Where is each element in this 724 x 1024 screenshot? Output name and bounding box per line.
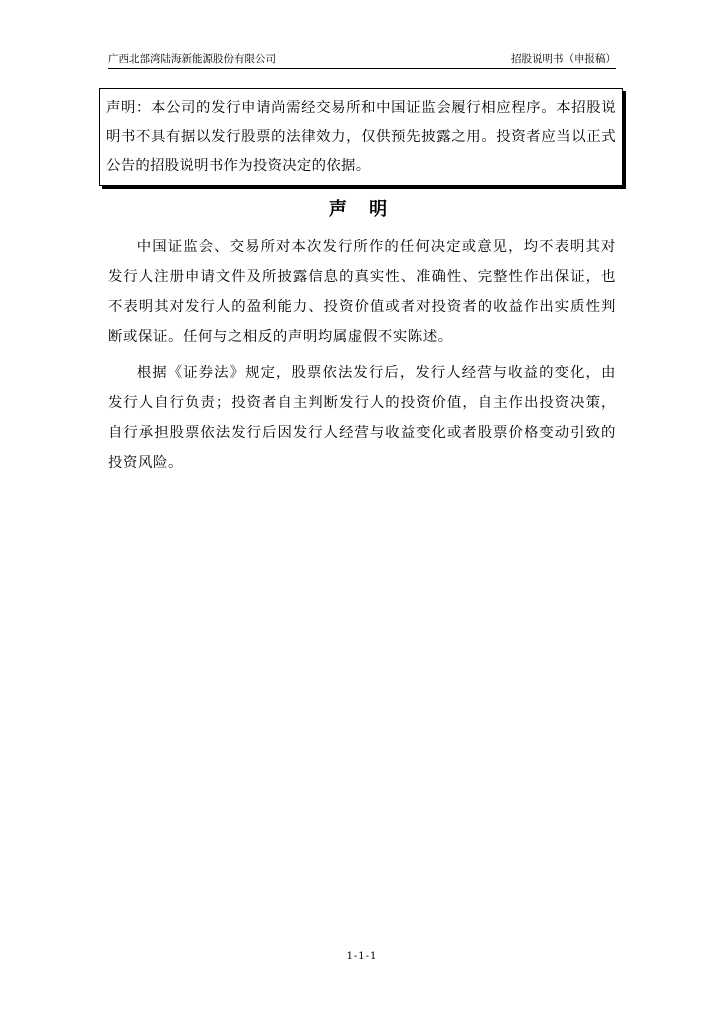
notice-text: 声明：本公司的发行申请尚需经交易所和中国证监会履行相应程序。本招股说明书不具有据以发行股票的法律效力，仅供预先披露之用。投资者应当以正式公告的招股说明书作为投资决定的依据。 — [106, 100, 616, 174]
header-document-type: 招股说明书（申报稿） — [511, 53, 616, 65]
paragraph-securities-law: 根据《证券法》规定，股票依法发行后，发行人经营与收益的变化，由发行人自行负责；投资者自主判断发行人的投资价值，自主作出投资决策，自行承担股票依法发行后因发行人经营与收益变化或者股票价格变动引致的投资风险。 — [108, 365, 616, 471]
notice-box — [99, 88, 623, 186]
paragraph-regulator-disclaimer: 中国证监会、交易所对本次发行所作的任何决定或意见，均不表明其对发行人注册申请文件及所披露信息的真实性、准确性、完整性作出保证，也不表明其对发行人的盈利能力、投资价值或者对投资者的收益作出实质性判断或保证。任何与之相反的声明均属虚假不实陈述。 — [108, 239, 616, 345]
section-title: 声 明 — [328, 199, 396, 220]
header-company-name: 广西北部湾陆海新能源股份有限公司 — [108, 53, 276, 65]
statement-body — [108, 232, 616, 484]
page-header — [108, 52, 616, 68]
page-number: 1-1-1 — [346, 951, 378, 962]
header-divider — [108, 68, 616, 69]
